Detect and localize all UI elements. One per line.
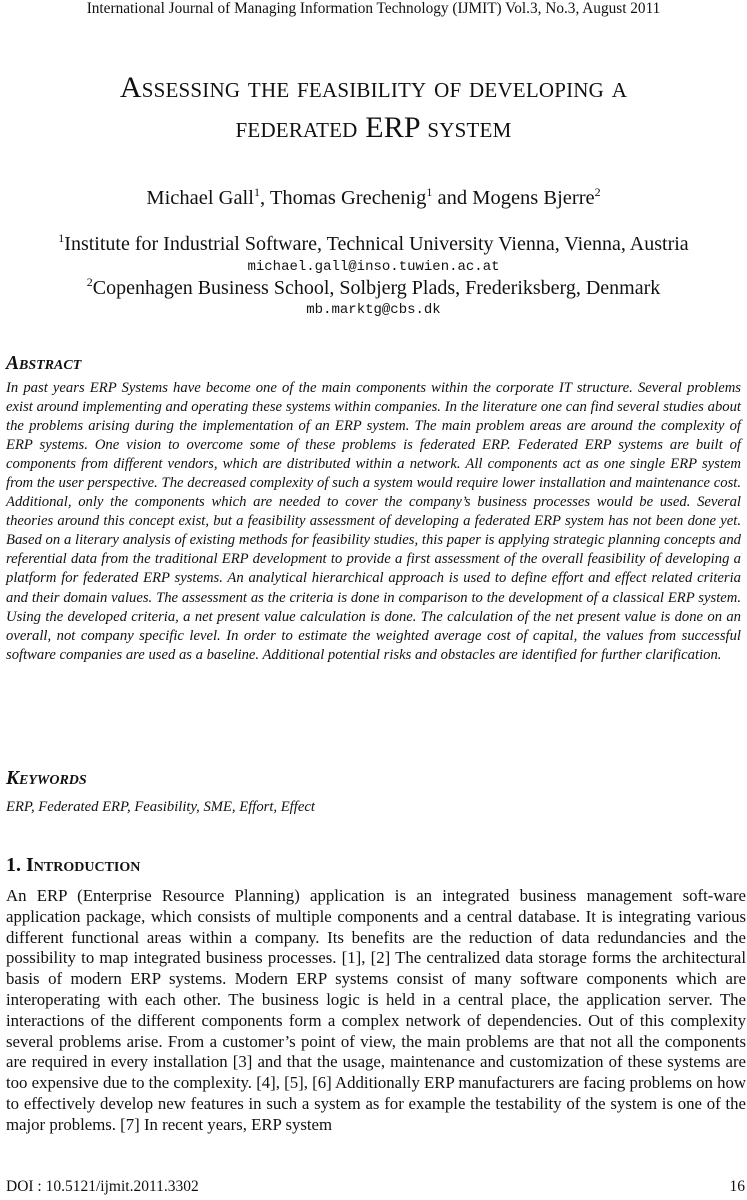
footer-page-number: 16: [729, 1178, 745, 1195]
author-name: Thomas Grechenig: [269, 187, 427, 209]
introduction-heading: 1. Introduction: [6, 854, 141, 876]
affiliation-2: [0, 276, 747, 300]
author-affiliation-mark: 1: [426, 185, 433, 199]
author-list: [0, 185, 747, 211]
affiliation-number: 1: [58, 231, 65, 245]
affiliation-1-email: michael.gall@inso.tuwien.ac.at: [247, 259, 500, 275]
running-header: International Journal of Managing Information Technology (IJMIT) Vol.3, No.3, August 2011: [86, 0, 661, 17]
abstract-heading: Abstract: [6, 353, 82, 374]
author-affiliation-mark: 1: [253, 185, 260, 199]
affiliation-number: 2: [86, 275, 93, 289]
paper-title-line-1: Assessing the feasibility of developing a: [119, 71, 628, 104]
author-affiliation-mark: 2: [594, 185, 601, 199]
abstract-body: In past years ERP Systems have become one of the main components within the corporate IT structure. Several problems exist around implementing and operating these systems within companies. In the literature one can find several studies about the problems arising during the implementation of an ERP system. The main problem areas are around the complexity of ERP systems. One vision to overcome some of these problems is federated ERP. Federated ERP systems are built of components from different vendors, which are distributed within a network. All components act as one single ERP system from the user perspective. The decreased complexity of such a system would require lower installation and maintenance cost. Additional, only the components which are needed to cover the company’s business processes would be used. Several theories around this concept exist, but a feasibility assessment of developing a federated ERP system has not been done yet. Based on a literary analysis of existing methods for feasibility studies, this paper is applying strategic planning concepts and referential data from the traditional ERP development to provide a first assessment of the overall feasibility of developing a platform for federated ERP systems. An analytical hierarchical approach is used to define effort and effect related criteria and their domain values. The assessment as the criteria is done in comparison to the development of a classical ERP system. Using the developed criteria, a net present value calculation is done. The calculation of the net present value is done on an overall, not company specific level. In order to estimate the weighted average cost of capital, the values from successful software companies are used as a baseline. Additional potential risks and obstacles are identified for further clarification.: [6, 380, 741, 663]
affiliation-1: [0, 232, 747, 256]
keywords-heading: Keywords: [6, 768, 87, 789]
author-separator: and: [432, 187, 473, 209]
affiliation-text: Institute for Industrial Software, Technical University Vienna, Vienna, Austria: [64, 233, 689, 255]
affiliation-text: Copenhagen Business School, Solbjerg Plads, Frederiksberg, Denmark: [92, 277, 661, 299]
footer-doi: DOI : 10.5121/ijmit.2011.3302: [6, 1178, 199, 1195]
affiliation-2-email: mb.marktg@cbs.dk: [306, 302, 441, 318]
author-name: Michael Gall: [146, 187, 254, 209]
keywords-body: ERP, Federated ERP, Feasibility, SME, Effort, Effect: [6, 799, 315, 815]
author-name: Mogens Bjerre: [472, 187, 595, 209]
paper-title-line-2: federated ERP system: [235, 111, 512, 144]
paper-title: [20, 68, 727, 148]
author-separator: ,: [259, 187, 270, 209]
introduction-body: An ERP (Enterprise Resource Planning) application is an integrated business management soft-ware application package, which consists of multiple components and a central database. It is integrating various different functional areas within a company. Its benefits are the reduction of data redundancies and the possibility to map integrated business processes. [1], [2] The centralized data storage forms the architectural basis of modern ERP systems. Modern ERP systems consist of many software components which are interoperating with each other. The business logic is held in a central place, the application server. The interactions of the different components form a complex network of dependencies. Out of this complexity several problems arise. From a customer’s point of view, the main problems are that not all the components are required in every installation [3] and that the usage, maintenance and customization of these systems are too expensive due to the complexity. [4], [5], [6] Additionally ERP manufacturers are facing problems on how to effectively develop new features in such a system as for example the testability of the system is one of the major problems. [7] In recent years, ERP system: [6, 886, 746, 1134]
